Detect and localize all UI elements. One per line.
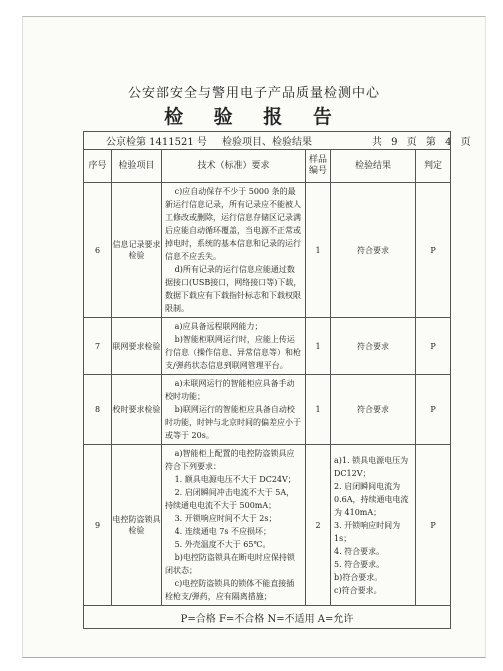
row-requirements (162, 183, 306, 318)
result-text: 2. 启闭瞬间电流为 0.6A，持续通电电流为 410mA； (334, 481, 409, 517)
result-text: 4. 符合要求。 (334, 546, 385, 556)
row-sample: 1 (306, 318, 331, 375)
table-row (84, 183, 451, 318)
requirement-text: b)智能柜联网运行时，应能上传运行信息（操作信息、异常信息等）和枪支/弹药状态信息到联网管理平台。 (165, 335, 301, 370)
requirement-text: b)联网运行的智能柜应具备自动校时功能，时钟与北京时间的偏差应小于或等于 20s。 (165, 405, 301, 440)
row-requirements (162, 375, 306, 445)
row-sample: 1 (306, 375, 331, 445)
row-verdict: P (416, 318, 451, 375)
column-header-item: 检验项目 (112, 150, 162, 183)
row-verdict: P (416, 375, 451, 445)
requirement-text: 4. 连续通电 7s 不应损坏； (174, 527, 272, 536)
organization-name: 公安部安全与警用电子产品质量检测中心 (127, 86, 380, 101)
result-text: c)符合要求。 (334, 585, 382, 595)
report-number: 公京检第 1411521 号 (106, 137, 207, 148)
table-caption: 检验项目、检验结果 (84, 132, 451, 150)
table-row (84, 318, 451, 375)
row-item: 校时要求检验 (112, 375, 162, 445)
requirement-text: 3. 开锁响应时间不大于 2s； (174, 514, 277, 523)
result-text: a)1. 锁具电源电压为DC12V； (334, 455, 409, 478)
row-sample: 2 (306, 445, 331, 606)
row-item: 信息记录要求检验 (112, 183, 162, 318)
row-requirements (162, 318, 306, 375)
requirement-text: 5. 外壳温度不大于 65℃。 (174, 540, 271, 549)
page-info: 共 9 页 第 4 页 (372, 137, 471, 148)
row-requirements (162, 445, 306, 606)
requirement-text: c)电控防盗锁具的锁体不能直接插栓枪支/弹药，应有隔离措施； (165, 579, 295, 601)
row-verdict: P (416, 183, 451, 318)
row-sample: 1 (306, 183, 331, 318)
column-header-requirements: 技术（标准）要求 (162, 150, 306, 183)
requirement-text: 2. 启闭瞬间冲击电流不大于 5A，持续通电电流不大于 500mA； (165, 488, 295, 510)
inspection-table (83, 131, 451, 629)
row-result: 符合要求 (331, 375, 416, 445)
column-header-verdict: 判定 (416, 150, 451, 183)
row-item: 电控防盗锁具检验 (112, 445, 162, 606)
row-result: 符合要求 (331, 183, 416, 318)
report-title: 检 验 报 告 (164, 106, 344, 128)
requirement-text: a)智能柜上配置的电控防盗锁具应符合下列要求： (165, 449, 295, 471)
requirement-text: d)所有记录的运行信息应能通过数据接口(USB接口，网络接口等)下载，数据下载应有下载指针标志和下载权限限制。 (165, 265, 302, 313)
verdict-legend: P=合格 F=不合格 N=不适用 A=允许 (84, 606, 451, 629)
result-text: 3. 开锁响应时间为1s； (334, 520, 401, 543)
row-no: 6 (84, 183, 112, 318)
row-no: 8 (84, 375, 112, 445)
column-header-result: 检验结果 (331, 150, 416, 183)
requirement-text: 1. 额具电源电压不大于 DC24V； (174, 475, 296, 484)
row-result: 符合要求 (331, 318, 416, 375)
table-row (84, 445, 451, 606)
requirement-text: b)电控防盗锁具在断电时应保持锁闭状态； (165, 553, 295, 575)
row-result (331, 445, 416, 606)
requirement-text: a)未联网运行的智能柜应具备手动校时功能； (165, 379, 295, 401)
result-text: 5. 符合要求。 (334, 559, 385, 569)
column-header-sample: 样品编号 (306, 150, 331, 183)
result-text: b)符合要求。 (334, 572, 383, 582)
row-no: 7 (84, 318, 112, 375)
requirement-text: c)应自动保存不少于 5000 条的最新运行信息记录，所有记录应不能被人工修改或删除，运行信息存储区记录满后应能自动循环覆盖，当电源不正常或掉电时，系统的基本信息和记录的运行信息不应丢失。 (165, 187, 301, 261)
requirement-text: a)应具备远程联网能力； (174, 322, 263, 331)
row-verdict: P (416, 445, 451, 606)
table-row (84, 375, 451, 445)
row-no: 9 (84, 445, 112, 606)
column-header-no: 序号 (84, 150, 112, 183)
row-item: 联网要求检验 (112, 318, 162, 375)
